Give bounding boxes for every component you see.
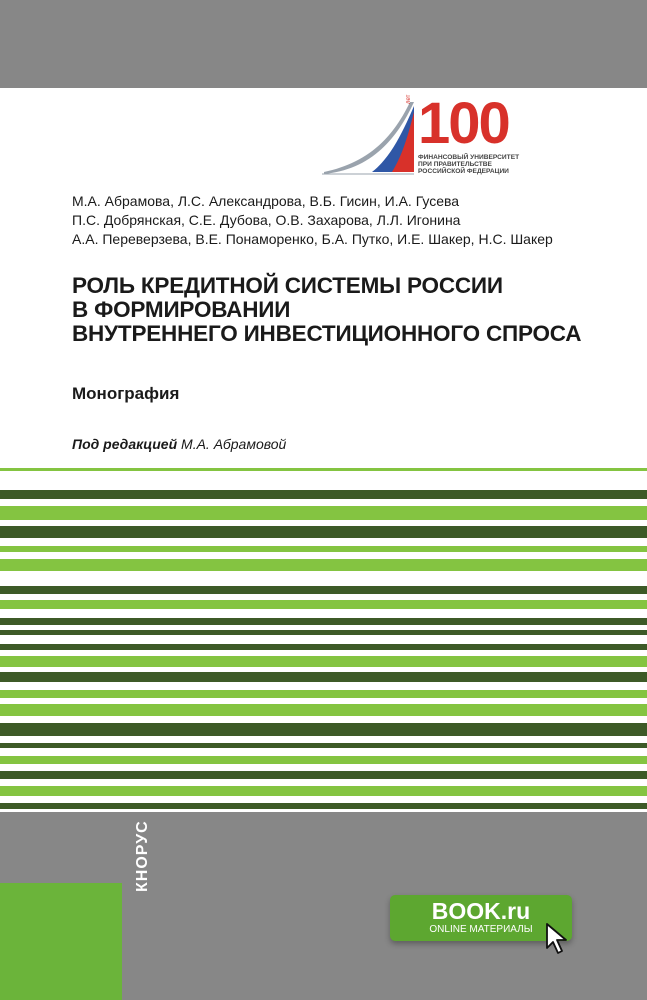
book-ru-name: BOOK.ru	[431, 898, 531, 924]
authors-line: П.С. Добрянская, С.Е. Дубова, О.В. Захарова, Л.Л. Игонина	[72, 212, 461, 228]
logo-number: 100	[418, 91, 509, 156]
logo-line: РОССИЙСКОЙ ФЕДЕРАЦИИ	[418, 168, 509, 176]
book-title	[72, 274, 592, 346]
book-ru-subtitle: ONLINE МАТЕРИАЛЫ	[429, 924, 533, 935]
logo-years-label: лет	[406, 94, 412, 104]
flag-swoosh-icon	[322, 100, 422, 180]
title-line: В ФОРМИРОВАНИИ	[72, 297, 291, 322]
logo-caption	[418, 154, 538, 176]
mouse-cursor-icon	[545, 922, 569, 956]
editor-label: Под редакцией	[72, 436, 178, 452]
publisher-color-block	[0, 883, 122, 1000]
title-line: РОЛЬ КРЕДИТНОЙ СИСТЕМЫ РОССИИ	[72, 273, 503, 298]
editor-line	[72, 436, 286, 452]
logo-line: ПРИ ПРАВИТЕЛЬСТВЕ	[418, 161, 492, 169]
authors-line: М.А. Абрамова, Л.С. Александрова, В.Б. Гисин, И.А. Гусева	[72, 193, 460, 209]
top-gray-band	[0, 0, 647, 88]
decorative-stripes	[0, 468, 647, 812]
book-genre: Монография	[72, 384, 180, 403]
authors-list	[72, 192, 612, 249]
editor-name: М.А. Абрамовой	[181, 436, 287, 452]
publisher-name: КНОРУС	[134, 820, 151, 892]
title-line: ВНУТРЕННЕГО ИНВЕСТИЦИОННОГО СПРОСА	[72, 321, 582, 346]
university-logo	[322, 91, 532, 180]
logo-line: ФИНАНСОВЫЙ УНИВЕРСИТЕТ	[418, 154, 520, 161]
authors-line: А.А. Переверзева, В.Е. Понаморенко, Б.А. Путко, И.Е. Шакер, Н.С. Шакер	[72, 231, 553, 247]
